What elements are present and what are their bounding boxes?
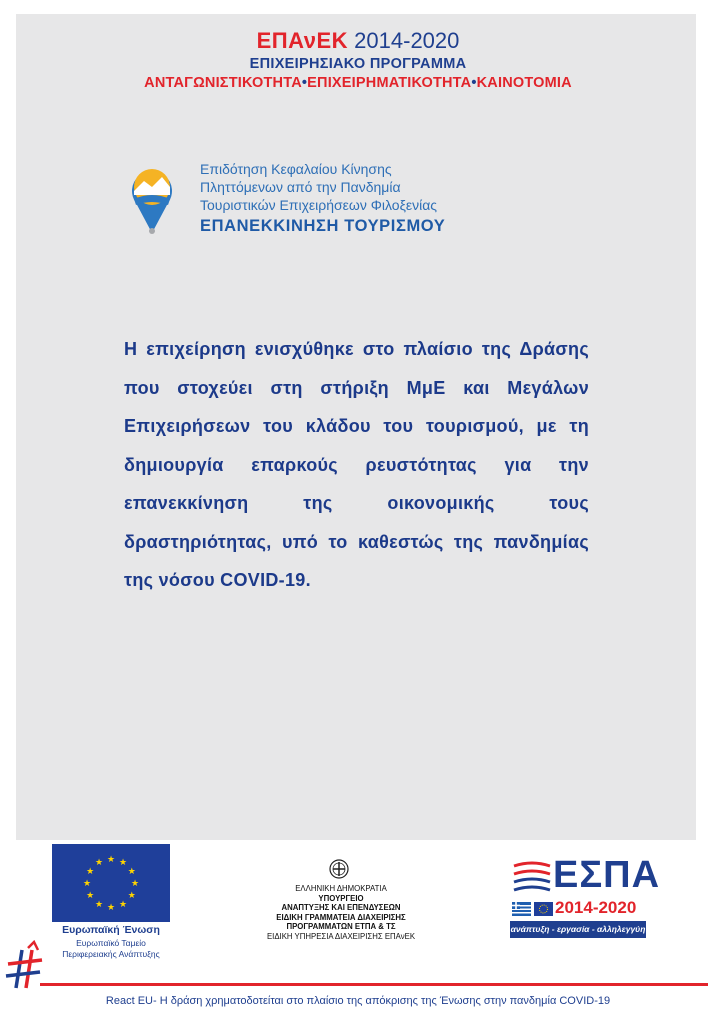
gov-line-2: ΥΠΟΥΡΓΕΙΟ xyxy=(318,893,364,903)
action-line-3: Τουριστικών Επιχειρήσεων Φιλοξενίας xyxy=(200,197,438,213)
eu-flag-icon xyxy=(52,844,170,922)
ministry-block xyxy=(256,884,426,941)
greek-eu-flags-icon xyxy=(512,902,554,916)
gov-line-3: ΑΝΑΠΤΥΞΗΣ ΚΑΙ ΕΠΕΝΔΥΣΕΩΝ xyxy=(281,903,401,912)
program-brand: ΕΠΑνΕΚ xyxy=(256,28,349,53)
eu-star-icon: ★ xyxy=(118,857,128,868)
eu-star-icon: ★ xyxy=(127,866,136,876)
eu-star-icon: ★ xyxy=(86,890,95,900)
eu-star-icon: ★ xyxy=(94,857,104,868)
eu-star-icon: ★ xyxy=(118,898,128,909)
gov-line-6: ΕΙΔΙΚΗ ΥΠΗΡΕΣΙΑ ΔΙΑΧΕΙΡΙΣΗΣ ΕΠΑνΕΚ xyxy=(266,931,416,941)
action-line-1: Επιδότηση Κεφαλαίου Κίνησης xyxy=(200,161,392,177)
eu-star-icon: ★ xyxy=(82,878,92,888)
hellenic-republic-emblem-icon xyxy=(328,858,350,880)
program-header xyxy=(0,28,716,54)
react-eu-hashtag-icon xyxy=(4,940,44,992)
pillar-separator: • xyxy=(471,75,477,91)
eu-star-icon: ★ xyxy=(106,854,116,864)
espa-logo-text: ΕΣΠΑ xyxy=(553,854,661,896)
tourism-pin-logo-icon xyxy=(128,155,176,235)
eu-star-icon: ★ xyxy=(86,866,95,876)
eu-name: Ευρωπαϊκή Ένωση xyxy=(62,924,160,936)
program-years: 2014-2020 xyxy=(354,28,460,53)
pillar-competitiveness: ΑΝΤΑΓΩΝΙΣΤΙΚΟΤΗΤΑ xyxy=(144,75,302,91)
espa-motto: ανάπτυξη - εργασία - αλληλεγγύη xyxy=(510,921,646,938)
program-pillars xyxy=(0,75,716,91)
eu-star-icon: ★ xyxy=(106,902,116,912)
pillar-entrepreneurship: ΕΠΙΧΕΙΡΗΜΑΤΙΚΟΤΗΤΑ xyxy=(307,75,472,91)
eu-fund xyxy=(52,938,170,960)
espa-years: 2014-2020 xyxy=(555,898,637,917)
pillar-innovation: ΚΑΙΝΟΤΟΜΙΑ xyxy=(476,75,572,91)
gov-line-4: ΕΙΔΙΚΗ ΓΡΑΜΜΑΤΕΙΑ ΔΙΑΧΕΙΡΙΣΗΣ xyxy=(276,912,406,922)
action-title: ΕΠΑΝΕΚΚΙΝΗΣΗ ΤΟΥΡΙΣΜΟΥ xyxy=(200,217,446,235)
eu-fund-line-1: Ευρωπαϊκό Ταμείο xyxy=(76,938,146,948)
gov-line-5: ΠΡΟΓΡΑΜΜΑΤΩΝ ΕΤΠΑ & ΤΣ xyxy=(286,922,396,931)
espa-waves-icon xyxy=(512,860,552,896)
footer-divider xyxy=(40,983,708,986)
action-description xyxy=(200,160,437,214)
program-subtitle: ΕΠΙΧΕΙΡΗΣΙΑΚΟ ΠΡΟΓΡΑΜΜΑ xyxy=(249,56,467,72)
eu-star-icon: ★ xyxy=(94,898,104,909)
action-line-2: Πληττόμενων από την Πανδημία xyxy=(200,179,401,195)
eu-star-icon: ★ xyxy=(130,878,140,888)
eu-star-icon: ★ xyxy=(127,890,136,900)
main-statement: Η επιχείρηση ενισχύθηκε στο πλαίσιο της Δράσης που στοχεύει στη στήριξη ΜμΕ και Μεγάλων Επιχειρήσεων του κλάδου του τουρισμού, με τη δημιουργία επαρκούς ρευστότητας για την επανεκκίνηση της οικονομικής τους δραστηριότητας, υπό το καθεστώς της πανδημίας της νόσου COVID-19. xyxy=(124,339,589,590)
pillar-separator: • xyxy=(301,75,308,91)
footer-note: React EU- Η δράση χρηματοδοτείται στο πλαίσιο της απόκρισης της Ένωσης στην πανδημία COVID-19 xyxy=(105,995,611,1007)
eu-fund-line-2: Περιφερειακής Ανάπτυξης xyxy=(62,949,160,959)
gov-line-1: ΕΛΛΗΝΙΚΗ ΔΗΜΟΚΡΑΤΙΑ xyxy=(295,884,387,893)
